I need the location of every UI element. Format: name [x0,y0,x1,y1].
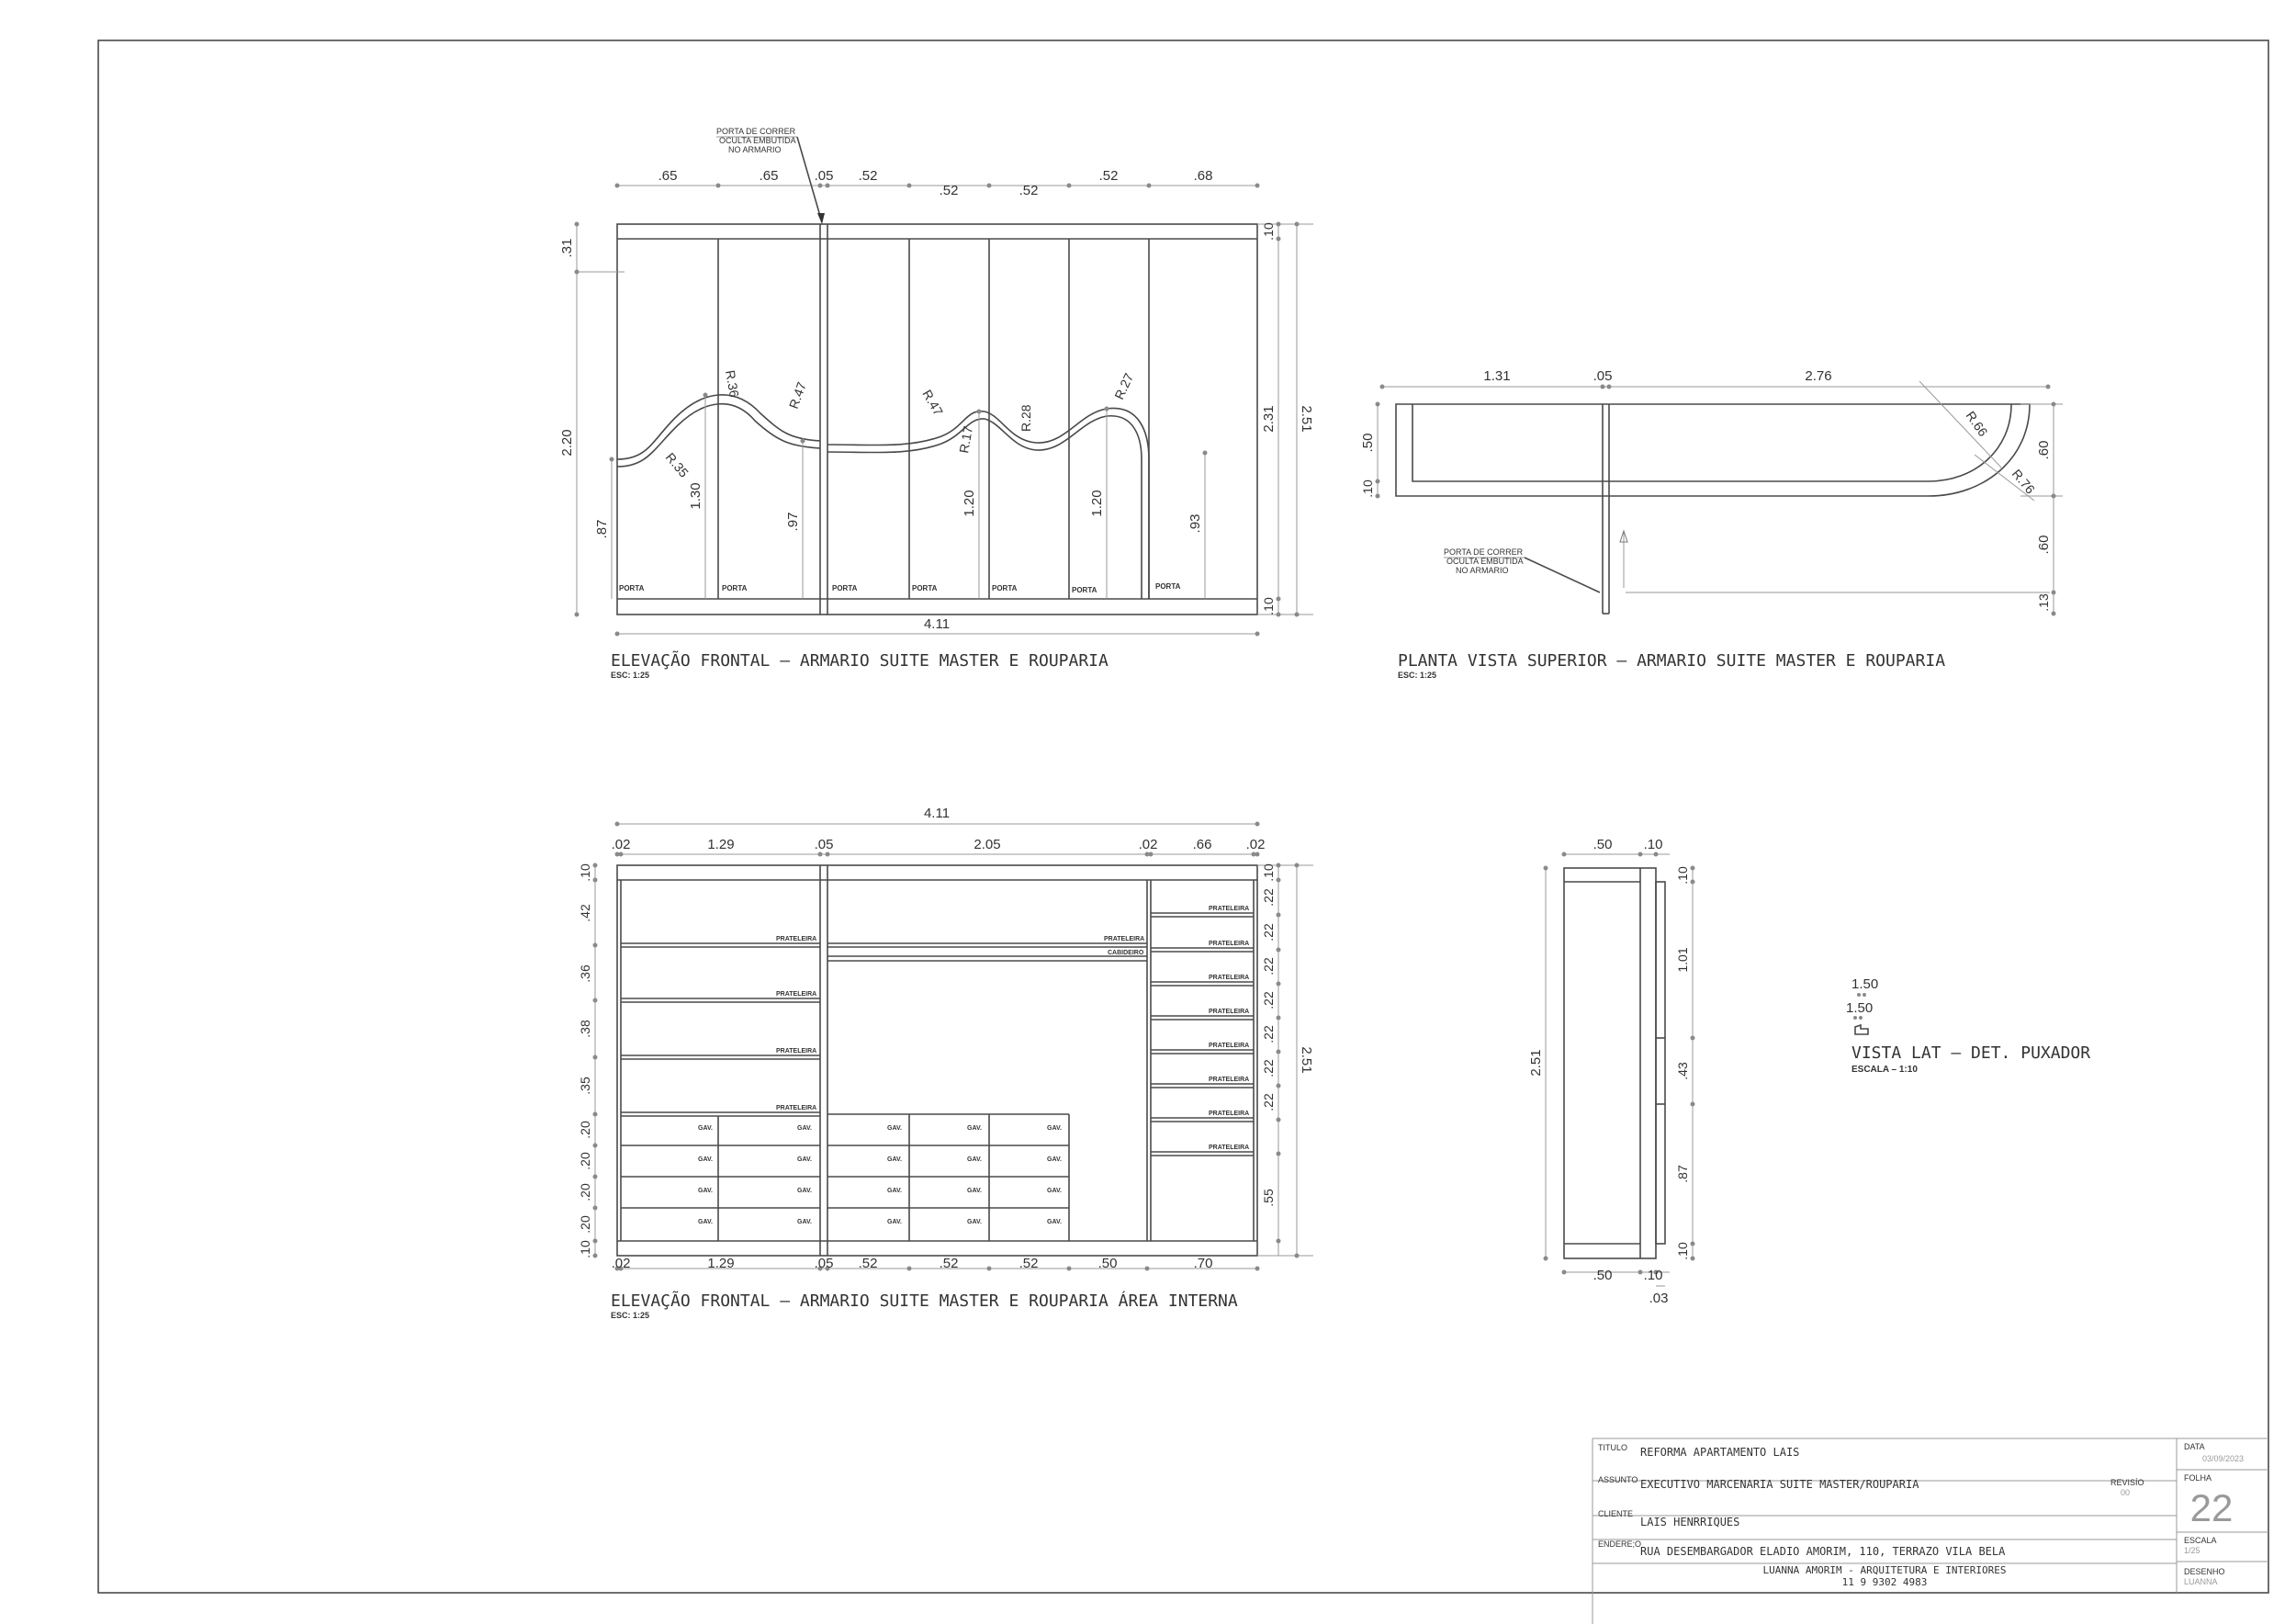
v1-note-line2: OCULTA EMBUTIDA [719,136,796,145]
v3-top-dim-2: 1.29 [707,837,735,852]
top-plan-view [1360,368,2063,680]
v3-top-dim-4: 2.05 [974,837,1001,852]
v1-top-dim-2: .65 [759,168,779,184]
v3-shelf-label: PRATELEIRA [776,1048,817,1054]
v1-right-dim-1: .10 [1261,222,1276,241]
v3-top-dim-5: .02 [1138,837,1158,852]
v3-shelf-label: PRATELEIRA [1209,941,1250,947]
tb-endereco: RUA DESEMBARGADOR ELADIO AMORIM, 110, TERRAZO VILA BELA [1640,1545,2006,1558]
tb-cliente: LAIS HENRRIQUES [1640,1516,1740,1528]
v4-right-dim-1: .10 [1675,866,1690,885]
v3-scale: ESC: 1:25 [611,1311,650,1320]
v3-drawer-label: GAV. [698,1188,713,1194]
v3-shelf-label: PRATELEIRA [776,1105,817,1111]
v3-drawer-labels [698,1125,1062,1225]
tb-assunto: EXECUTIVO MARCENARIA SUITE MASTER/ROUPARIA [1640,1478,1919,1491]
v3-drawer-label: GAV. [1047,1156,1062,1163]
v3-drawer-label: GAV. [698,1156,713,1163]
v2-left-dim-2: .10 [1360,479,1375,498]
v1-door-label: PORTA [1072,586,1097,594]
tb-folha: 22 [2189,1486,2234,1529]
v3-drawer-label: GAV. [1047,1188,1062,1194]
v3-bottom-dim-4: .52 [858,1256,878,1271]
v1-top-dim-8: .68 [1193,168,1213,184]
v3-drawer-label: GAV. [967,1125,982,1132]
v3-bottom-dim-2: 1.29 [707,1256,735,1271]
v3-drawer-label: GAV. [967,1188,982,1194]
v1-note-line3: NO ARMARIO [728,145,782,154]
v1-left-dim-1: .31 [559,238,575,258]
v4-detail-dim-1: 1.50 [1851,976,1879,992]
v4-right-dim-2: 1.01 [1675,947,1690,973]
v4-right-dim-4: .87 [1675,1165,1690,1183]
tb-assunto-label: ASSUNTO [1598,1475,1638,1484]
v2-note-line2: OCULTA EMBUTIDA [1446,557,1524,566]
v4-bottom-dim-3: .03 [1649,1291,1669,1306]
v3-shelf-label: PRATELEIRA [776,991,817,998]
v1-door-label: PORTA [992,584,1018,592]
v1-radius-5: R.17 [956,424,976,455]
v3-bottom-dim-7: .50 [1097,1256,1118,1271]
title-block [1593,1438,2268,1624]
v1-note-line1: PORTA DE CORRER [716,127,796,136]
v4-bottom-dim-2: .10 [1643,1268,1663,1283]
v3-drawer-label: GAV. [967,1219,982,1225]
side-view-detail [1528,837,2090,1306]
v3-drawer-label: GAV. [797,1156,812,1163]
v3-bottom-dim-1: .02 [611,1256,631,1271]
tb-cliente-label: CLIENTE [1598,1509,1634,1518]
sheet-border [98,40,2268,1593]
v3-drawer-label: GAV. [887,1156,902,1163]
v3-drawer-label: GAV. [698,1219,713,1225]
v1-radius-6: R.28 [1019,404,1033,432]
v1-left-dim-2: 2.20 [559,429,575,457]
v2-radius-2: R.76 [2009,466,2038,497]
tb-desenho-label: DESENHO [2184,1567,2225,1576]
v4-detail-dim-2: 1.50 [1846,1000,1874,1016]
v2-top-dim-2: .05 [1593,368,1613,384]
v3-left-dim-6: .20 [578,1121,592,1139]
v3-shelf-label: PRATELEIRA [776,936,817,942]
v3-shelf-label: PRATELEIRA [1209,1077,1250,1083]
v2-right-dim-3: .13 [2036,593,2051,612]
v3-left-dim-1: .10 [578,863,592,882]
v3-total-height: 2.51 [1299,1046,1314,1074]
v3-shelf-label: PRATELEIRA [1209,906,1250,912]
v1-door-label: PORTA [1155,582,1181,591]
handle-profile-icon [1855,1025,1868,1034]
v3-shelf-label: PRATELEIRA [1209,1009,1250,1015]
v3-top-dim-7: .02 [1245,837,1266,852]
v3-left-dim-8: .20 [578,1183,592,1201]
v3-rail-label: CABIDEIRO [1108,950,1144,956]
v3-left-dim-10: .10 [578,1240,592,1258]
v3-right-dim-4: .22 [1261,957,1276,976]
tb-escala-label: ESCALA [2184,1536,2217,1545]
v3-right-dim-6: .22 [1261,1025,1276,1043]
tb-data-label: DATA [2184,1442,2205,1451]
v3-drawer-label: GAV. [887,1188,902,1194]
internal-elevation-view [578,806,1314,1320]
v3-shelf-label: PRATELEIRA [1209,1043,1250,1049]
v3-shelf-label: PRATELEIRA [1104,936,1145,942]
v4-bottom-dim-1: .50 [1593,1268,1613,1283]
v1-door-label: PORTA [832,584,858,592]
v3-right-dim-8: .22 [1261,1093,1276,1111]
v3-bottom-dim-5: .52 [939,1256,959,1271]
front-elevation-view [559,127,1314,680]
v1-right-dim-4: .10 [1261,597,1276,615]
v3-left-dim-7: .20 [578,1152,592,1170]
v3-drawer-label: GAV. [797,1219,812,1225]
v1-scale: ESC: 1:25 [611,671,650,680]
v1-top-dim-6: .52 [1019,183,1039,198]
v1-top-dim-4: .52 [858,168,878,184]
v3-shelf-label: PRATELEIRA [1209,1111,1250,1117]
v1-total-width: 4.11 [923,616,951,632]
tb-folha-label: FOLHA [2184,1473,2212,1483]
v1-top-dim-3: .05 [814,168,834,184]
v1-radius-7: R.27 [1111,370,1137,402]
v3-left-dim-5: .35 [578,1077,592,1095]
v3-shelf-label: PRATELEIRA [1209,975,1250,981]
tb-revisao: 00 [2121,1488,2131,1497]
v1-right-dim-3: 2.51 [1299,405,1314,433]
v4-scale: ESCALA – 1:10 [1851,1065,1918,1075]
v3-right-dim-2: .22 [1261,888,1276,907]
v4-right-dim-3: .43 [1675,1062,1690,1080]
tb-titulo-label: TITULO [1598,1443,1628,1452]
v3-right-dim-9: .55 [1261,1189,1276,1207]
v3-right-dim-1: .10 [1261,863,1276,882]
v1-inner-dim-3: 1.20 [962,490,977,517]
v3-right-dim-5: .22 [1261,991,1276,1009]
v4-right-dim-5: .10 [1675,1242,1690,1260]
tb-escala: 1/25 [2184,1546,2200,1555]
v3-left-dim-3: .36 [578,964,592,983]
v1-inner-dim-4: 1.20 [1089,490,1105,517]
v4-height: 2.51 [1528,1049,1544,1077]
v3-bottom-dim-8: .70 [1193,1256,1213,1271]
v1-radius-3: R.35 [662,449,692,480]
v2-radius-1: R.66 [1963,408,1991,439]
v3-bottom-dim-3: .05 [814,1256,834,1271]
v1-door-label: PORTA [722,584,748,592]
v3-left-dim-2: .42 [578,904,592,922]
v1-inner-dim-5: .93 [1187,513,1203,534]
v1-title: ELEVAÇÃO FRONTAL – ARMARIO SUITE MASTER E ROUPARIA [611,651,1109,671]
v2-title: PLANTA VISTA SUPERIOR – ARMARIO SUITE MASTER E ROUPARIA [1398,651,1946,671]
v2-note-line3: NO ARMARIO [1456,566,1509,575]
v3-drawer-label: GAV. [797,1188,812,1194]
tb-titulo: REFORMA APARTAMENTO LAIS [1640,1446,1800,1459]
v1-radius-1: R.36 [723,368,742,399]
tb-data: 03/09/2023 [2202,1454,2245,1463]
tb-office: LUANNA AMORIM - ARQUITETURA E INTERIORES [1762,1564,2007,1576]
tb-desenho: LUANNA [2184,1577,2218,1586]
v3-left-dim-4: .38 [578,1020,592,1038]
v3-drawer-label: GAV. [887,1219,902,1225]
v1-top-dim-7: .52 [1098,168,1119,184]
v2-left-dim-1: .50 [1360,433,1376,453]
v2-top-dim-1: 1.31 [1483,368,1511,384]
v3-top-dim-3: .05 [814,837,834,852]
v1-door-label: PORTA [619,584,645,592]
v1-inner-dim-2: .97 [785,512,801,532]
v2-right-dim-2: .60 [2036,535,2052,555]
v3-drawer-label: GAV. [797,1125,812,1132]
v3-top-dim-1: .02 [611,837,631,852]
v3-drawer-label: GAV. [967,1156,982,1163]
v3-total-width: 4.11 [923,806,951,821]
v3-drawer-label: GAV. [887,1125,902,1132]
v1-radius-4: R.47 [919,387,947,419]
tb-endereco-label: ENDERE;O [1598,1539,1642,1549]
v3-drawer-label: GAV. [1047,1219,1062,1225]
v3-drawer-label: GAV. [698,1125,713,1132]
v2-note-line1: PORTA DE CORRER [1444,547,1524,557]
v4-top-dim-1: .50 [1593,837,1613,852]
v1-top-dim-1: .65 [658,168,678,184]
v3-top-dim-6: .66 [1192,837,1212,852]
v1-door-label: PORTA [912,584,938,592]
v3-bottom-dim-6: .52 [1019,1256,1039,1271]
v1-right-dim-2: 2.31 [1261,405,1277,433]
v3-left-dim-9: .20 [578,1215,592,1234]
v4-title: VISTA LAT – DET. PUXADOR [1851,1043,2091,1063]
v3-right-dim-7: .22 [1261,1059,1276,1077]
v2-right-dim-1: .60 [2036,440,2052,460]
v2-scale: ESC: 1:25 [1398,671,1437,680]
v1-radius-2: R.47 [785,379,809,412]
v3-title: ELEVAÇÃO FRONTAL – ARMARIO SUITE MASTER E ROUPARIA ÁREA INTERNA [611,1291,1238,1311]
v4-top-dim-2: .10 [1643,837,1663,852]
v1-inner-dim-1: 1.30 [688,482,703,510]
tb-phone: 11 9 9302 4983 [1841,1576,1928,1588]
v1-left-dim-3: .87 [594,519,610,539]
v1-top-dim-5: .52 [939,183,959,198]
v2-top-dim-3: 2.76 [1805,368,1832,384]
v3-shelf-label: PRATELEIRA [1209,1145,1250,1151]
v3-drawer-label: GAV. [1047,1125,1062,1132]
v3-right-dim-3: .22 [1261,923,1276,942]
tb-revisao-label: REVISÍO [2110,1478,2144,1487]
